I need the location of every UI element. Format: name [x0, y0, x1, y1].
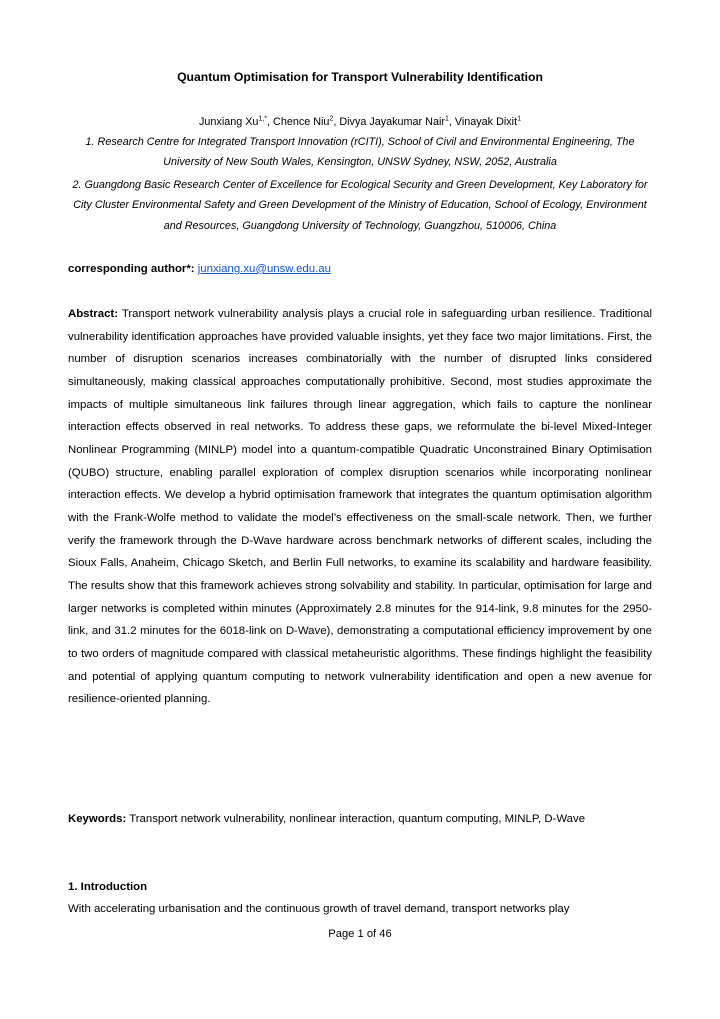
author-name: Chence Niu — [273, 116, 330, 128]
author-separator: , — [333, 116, 340, 128]
author-name: Junxiang Xu — [199, 116, 259, 128]
author-list — [68, 114, 652, 130]
affiliation-2: 2. Guangdong Basic Research Center of Excellence for Ecological Security and Green Development, Key Laboratory for City Cluster Environmental Safety and Green Development of the Ministry of Education, School of Ecology, Environment and Resources, Guangdong University of Technology, Guangzhou, 510006, China — [72, 179, 648, 232]
affiliation-1: 1. Research Centre for Integrated Transport Innovation (rCITI), School of Civil and Environmental Engineering, The University of New South Wales, Kensington, UNSW Sydney, NSW, 2052, Australia — [85, 136, 635, 169]
author-name: Vinayak Dixit — [454, 116, 518, 128]
corresponding-email-link[interactable]: junxiang.xu@unsw.edu.au — [197, 263, 331, 275]
page-number-footer: Page 1 of 46 — [328, 928, 392, 940]
keywords-text: Transport network vulnerability, nonlinear interaction, quantum computing, MINLP, D-Wave — [129, 813, 586, 825]
keywords-paragraph — [68, 808, 652, 831]
author-separator: , — [267, 116, 274, 128]
introduction-first-line: With accelerating urbanisation and the continuous growth of travel demand, transport networks play — [68, 903, 570, 915]
author-separator: , — [448, 116, 455, 128]
abstract-label: Abstract: — [68, 308, 119, 320]
author-affiliation-mark: 1 — [517, 115, 521, 123]
corresponding-author — [68, 259, 652, 279]
abstract-text: Transport network vulnerability analysis plays a crucial role in safeguarding urban resilience. Traditional vulnerability identification approaches have provided valuable insights, yet they face two major limitations. First, the number of disruption scenarios increases combinatorially with the number of disrupted links considered simultaneously, making classical approaches computationally prohibitive. Second, most studies approximate the impacts of multiple simultaneous link failures through linear aggregation, which fails to capture the nonlinear interaction effects observed in real networks. To address these gaps, we reformulate the bi-level Mixed-Integer Nonlinear Programming (MINLP) model into a quantum-compatible Quadratic Unconstrained Binary Optimisation (QUBO) structure, enabling parallel exploration of complex disruption scenarios while incorporating nonlinear interaction effects. We develop a hybrid optimisation framework that integrates the quantum optimisation algorithm with the Frank-Wolfe method to validate the model’s effectiveness on the small-scale network. Then, we further verify the framework through the D-Wave hardware across benchmark networks of different scales, including the Sioux Falls, Anaheim, Chicago Sketch, and Berlin Full networks, to examine its scalability and hardware feasibility. The results show that this framework achieves strong solvability and stability. In particular, optimisation for large and larger networks is completed within minutes (Approximately 2.8 minutes for the 914-link, 9.8 minutes for the 2950-link, and 31.2 minutes for the 6018-link on D-Wave), demonstrating a computational efficiency improvement by one to two orders of magnitude compared with classical metaheuristic algorithms. These findings highlight the feasibility and potential of applying quantum computing to network vulnerability identification and open a new avenue for resilience-oriented planning. — [68, 308, 652, 706]
author-affiliation-mark: 1,* — [258, 115, 268, 123]
paper-title: Quantum Optimisation for Transport Vulnerability Identification — [177, 70, 543, 84]
section-heading-introduction: 1. Introduction — [68, 881, 148, 893]
author-affiliation-mark: 2 — [329, 115, 334, 123]
corresponding-author-label: corresponding author*: — [68, 263, 195, 275]
keywords-label: Keywords: — [68, 813, 127, 825]
abstract-paragraph — [68, 303, 652, 711]
author-name: Divya Jayakumar Nair — [339, 116, 445, 128]
author-affiliation-mark: 1 — [444, 115, 449, 123]
